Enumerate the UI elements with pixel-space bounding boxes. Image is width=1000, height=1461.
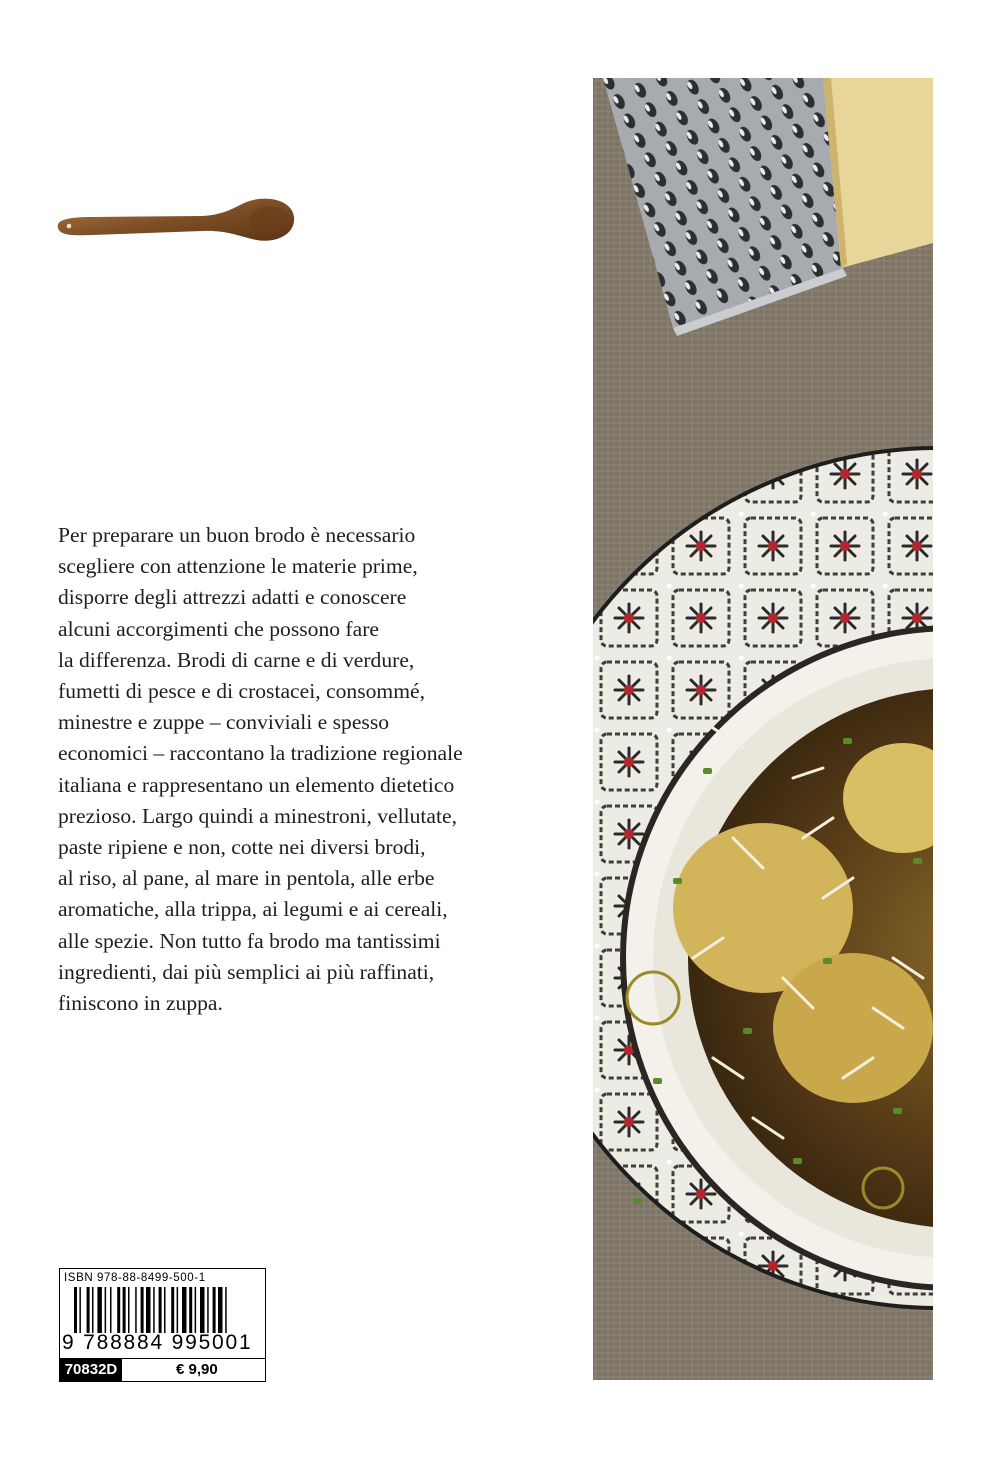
- wooden-spoon-icon: [52, 195, 300, 255]
- blurb-line: italiana e rappresentano un elemento dietetico: [58, 772, 455, 797]
- soup-bowl-photo: [593, 78, 933, 1380]
- price: € 9,90: [176, 1361, 218, 1378]
- blurb-line: aromatiche, alla trippa, ai legumi e ai cereali,: [58, 897, 448, 922]
- blurb-line: economici – raccontano la tradizione regionale: [58, 741, 463, 766]
- blurb-line: Per preparare un buon brodo è necessario: [58, 523, 416, 547]
- blurb-line: prezioso. Largo quindi a minestroni, vellutate,: [58, 803, 457, 828]
- blurb-line: fumetti di pesce e di crostacei, consommé,: [58, 679, 425, 704]
- blurb-text: [58, 520, 528, 1019]
- blurb-line: paste ripiene e non, cotte nei diversi brodi,: [58, 835, 426, 860]
- blurb-line: finiscono in zuppa.: [58, 991, 223, 1016]
- ean-digits: 9 788884 995001: [62, 1331, 253, 1354]
- barcode-label: [59, 1268, 266, 1382]
- blurb-line: alcuni accorgimenti che possono fare: [58, 616, 379, 641]
- blurb-line: scegliere con attenzione le materie prime,: [58, 554, 418, 579]
- blurb-line: disporre degli attrezzi adatti e conoscere: [58, 585, 407, 610]
- isbn-text: ISBN 978-88-8499-500-1: [64, 1272, 206, 1284]
- blurb-line: al riso, al pane, al mare in pentola, alle erbe: [58, 866, 435, 891]
- price-row: [60, 1358, 265, 1381]
- barcode-bars: [74, 1287, 260, 1333]
- blurb-line: alle spezie. Non tutto fa brodo ma tantissimi: [58, 928, 441, 953]
- blurb-line: ingredienti, dai più semplici ai più raffinati,: [58, 959, 435, 984]
- product-code: 70832D: [60, 1359, 122, 1381]
- blurb-line: minestre e zuppe – conviviali e spesso: [58, 710, 390, 735]
- blurb-line: la differenza. Brodi di carne e di verdure,: [58, 647, 415, 672]
